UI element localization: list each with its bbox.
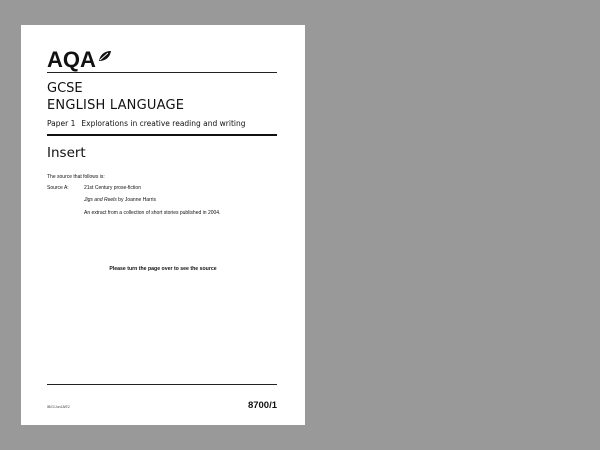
- work-author: by Joanne Harris: [116, 197, 156, 203]
- leaf-icon: [98, 49, 112, 67]
- document-page: [21, 25, 305, 425]
- source-description: An extract from a collection of short stories published in 2004.: [84, 210, 221, 216]
- logo-text: AQA: [47, 47, 96, 72]
- footer-code: IB/G/Jun18/E2: [47, 405, 70, 409]
- source-type: 21st Century prose-fiction: [84, 185, 141, 191]
- header-divider: [47, 72, 277, 73]
- paper-line: [47, 119, 246, 129]
- intro-text: The source that follows is:: [47, 174, 105, 180]
- insert-heading: Insert: [47, 145, 86, 161]
- paper-title: Explorations in creative reading and writing: [81, 119, 246, 128]
- subject-title: ENGLISH LANGUAGE: [47, 98, 185, 113]
- qualification-title: GCSE: [47, 81, 83, 96]
- turn-over-instruction: Please turn the page over to see the source: [109, 266, 217, 272]
- footer-divider: [47, 384, 277, 385]
- paper-label: Paper 1: [47, 119, 76, 128]
- work-title: Jigs and Reels: [84, 197, 117, 203]
- source-label: Source A:: [47, 185, 69, 191]
- paper-number: 8700/1: [247, 400, 277, 411]
- title-divider: [47, 134, 277, 136]
- source-work: [84, 197, 156, 203]
- aqa-logo: [47, 45, 112, 71]
